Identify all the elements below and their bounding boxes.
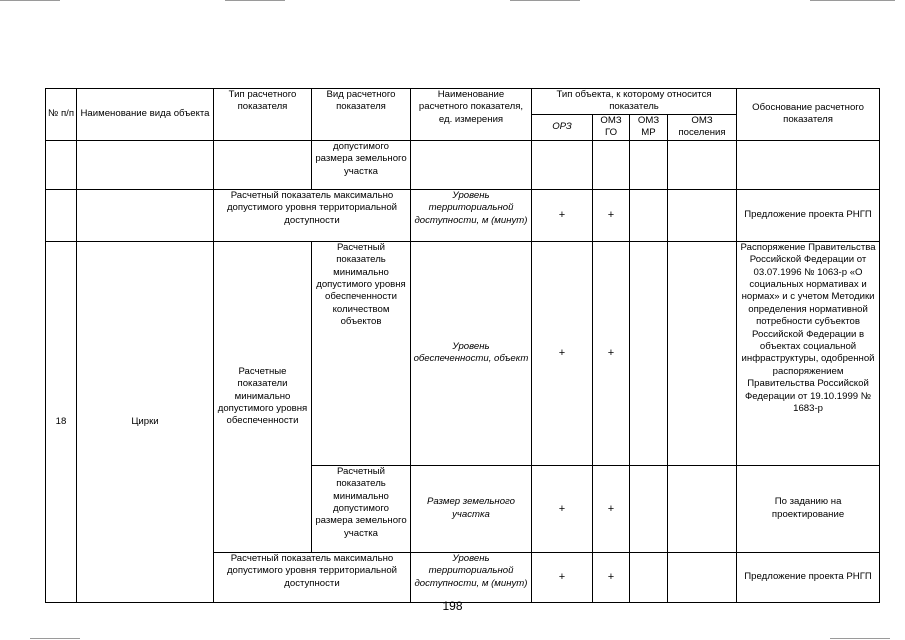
header-orz: ОРЗ xyxy=(532,114,593,140)
land-basis: По заданию на проектирование xyxy=(737,465,880,552)
land-orz: + xyxy=(532,465,593,552)
access2-pos xyxy=(668,552,737,602)
access1-no xyxy=(46,189,77,241)
cont-basis xyxy=(737,140,880,189)
cont-object xyxy=(77,140,214,189)
access2-mr xyxy=(630,552,668,602)
header-object-type-group: Тип объекта, к которому относится показатель xyxy=(532,89,737,115)
access1-label: Расчетный показатель максимально допустимого уровня территориальной доступности xyxy=(214,189,411,241)
top-scan-line-right xyxy=(510,0,580,1)
cont-kind: допустимого размера земельного участка xyxy=(312,140,411,189)
access2-go: + xyxy=(593,552,630,602)
header-indicator-type: Тип расчетного показателя xyxy=(214,89,312,141)
access2-label: Расчетный показатель максимально допустимого уровня территориальной доступности xyxy=(214,552,411,602)
cont-mr xyxy=(630,140,668,189)
item18-no: 18 xyxy=(46,241,77,602)
header-indicator-name: Наименование расчетного показателя, ед. измерения xyxy=(411,89,532,141)
supply-pos xyxy=(668,241,737,465)
access2-orz: + xyxy=(532,552,593,602)
top-scan-line-left xyxy=(0,0,60,1)
cont-name xyxy=(411,140,532,189)
access1-name: Уровень территориальной доступности, м (минут) xyxy=(411,189,532,241)
access2-basis: Предложение проекта РНГП xyxy=(737,552,880,602)
header-basis: Обоснование расчетного показателя xyxy=(737,89,880,141)
supply-basis: Распоряжение Правительства Российской Федерации от 03.07.1996 № 1063-р «О социальных нормативах и нормах» и с учетом Методики определения нормативной потребности субъектов Российской Федерации в объектах социальной инфраструктуры, одобренной распоряжением Правительства Российской Федерации от 19.10.1999 № 1683-р xyxy=(737,241,880,465)
supply-name: Уровень обеспеченности, объект xyxy=(411,241,532,465)
header-object: Наименование вида объекта xyxy=(77,89,214,141)
indicator-table xyxy=(45,88,880,603)
header-omz-go: ОМЗ ГО xyxy=(593,114,630,140)
header-omz-pos: ОМЗ поселения xyxy=(668,114,737,140)
top-scan-line-far xyxy=(810,0,895,1)
cont-no xyxy=(46,140,77,189)
header-no: № п/п xyxy=(46,89,77,141)
access1-basis: Предложение проекта РНГП xyxy=(737,189,880,241)
item18-object: Цирки xyxy=(77,241,214,602)
access1-pos xyxy=(668,189,737,241)
land-go: + xyxy=(593,465,630,552)
land-pos xyxy=(668,465,737,552)
cont-type xyxy=(214,140,312,189)
bottom-scan-line-left xyxy=(30,638,80,639)
land-name: Размер земельного участка xyxy=(411,465,532,552)
access1-go: + xyxy=(593,189,630,241)
supply-go: + xyxy=(593,241,630,465)
cont-pos xyxy=(668,140,737,189)
header-indicator-kind: Вид расчетного показателя xyxy=(312,89,411,141)
header-omz-mr: ОМЗ МР xyxy=(630,114,668,140)
access1-orz: + xyxy=(532,189,593,241)
access2-name: Уровень территориальной доступности, м (минут) xyxy=(411,552,532,602)
land-kind: Расчетный показатель минимально допустимого размера земельного участка xyxy=(312,465,411,552)
cont-go xyxy=(593,140,630,189)
supply-orz: + xyxy=(532,241,593,465)
access1-mr xyxy=(630,189,668,241)
supply-kind: Расчетный показатель минимально допустимого уровня обеспеченности количеством объектов xyxy=(312,241,411,465)
supply-mr xyxy=(630,241,668,465)
land-mr xyxy=(630,465,668,552)
top-scan-line-mid xyxy=(225,0,285,1)
page-number: 198 xyxy=(442,599,463,613)
access1-object xyxy=(77,189,214,241)
cont-orz xyxy=(532,140,593,189)
bottom-scan-line-right xyxy=(830,638,890,639)
item18-type: Расчетные показатели минимально допустимого уровня обеспеченности xyxy=(214,241,312,552)
